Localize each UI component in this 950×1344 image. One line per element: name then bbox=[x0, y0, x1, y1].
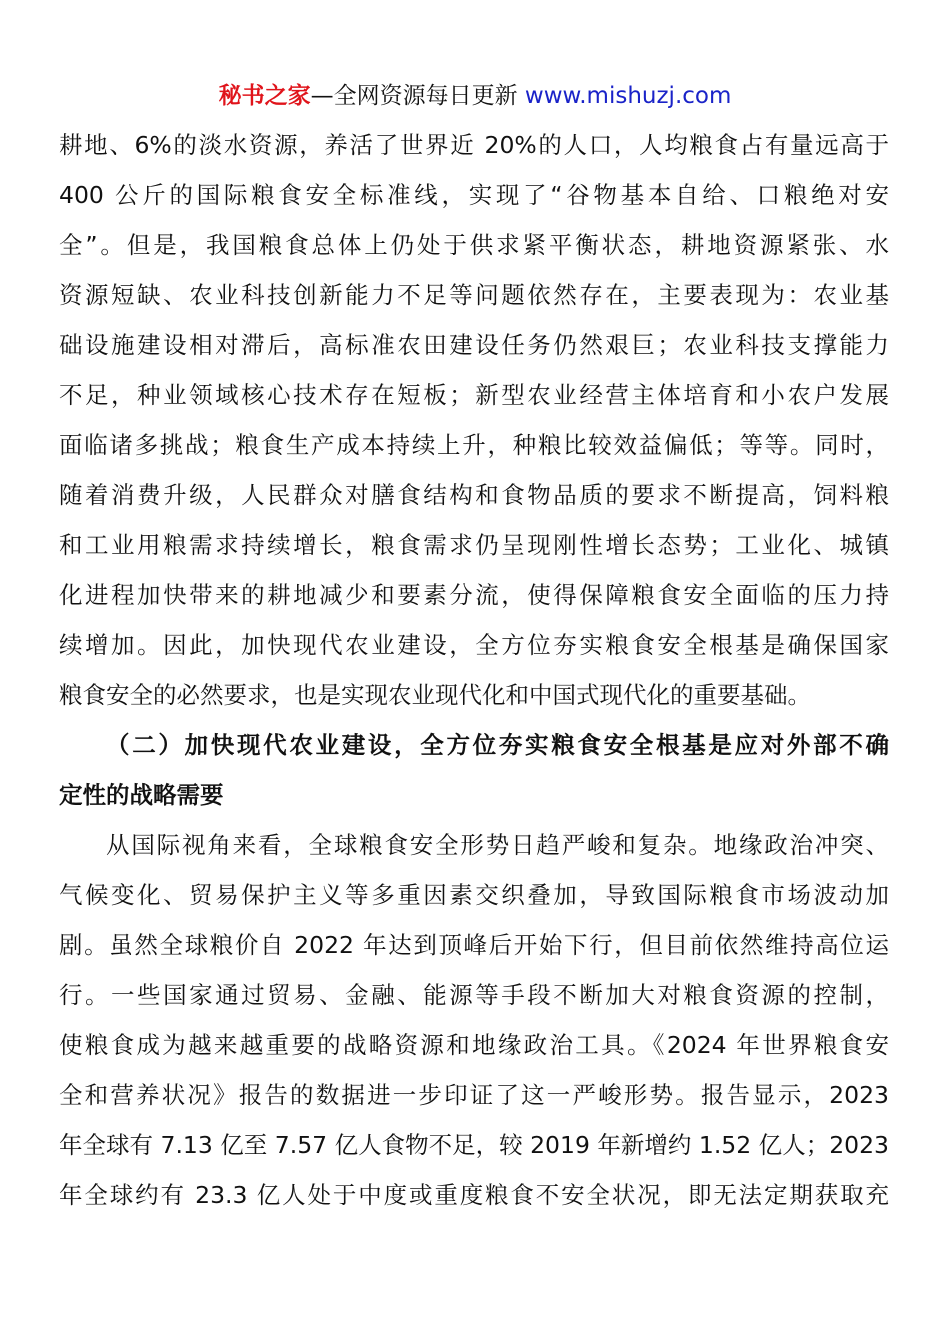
brand-name: 秘书之家 bbox=[218, 83, 311, 109]
text-line: 从国际视角来看，全球粮食安全形势日趋严峻和复杂。地缘政治冲突、 bbox=[106, 831, 889, 859]
text-line: 耕地、6%的淡水资源，养活了世界近 20%的人口，人均粮食占有量远高于 bbox=[59, 131, 889, 159]
text-line: 面临诸多挑战；粮食生产成本持续上升，种粮比较效益偏低；等等。同时， bbox=[59, 431, 889, 459]
text-line: 础设施建设相对滞后，高标准农田建设任务仍然艰巨；农业科技支撑能力 bbox=[59, 331, 889, 359]
text-line: 全和营养状况》报告的数据进一步印证了这一严峻形势。报告显示，2023 bbox=[59, 1081, 889, 1109]
text-line: 剧。虽然全球粮价自 2022 年达到顶峰后开始下行，但目前依然维持高位运 bbox=[59, 931, 889, 959]
text-line: 使粮食成为越来越重要的战略资源和地缘政治工具。《2024 年世界粮食安 bbox=[59, 1031, 889, 1059]
text-line: 资源短缺、农业科技创新能力不足等问题依然存在，主要表现为：农业基 bbox=[59, 281, 889, 309]
text-line: 气候变化、贸易保护主义等多重因素交织叠加，导致国际粮食市场波动加 bbox=[59, 881, 889, 909]
text-line: 年全球约有 23.3 亿人处于中度或重度粮食不安全状况，即无法定期获取充 bbox=[59, 1181, 889, 1209]
text-line: 粮食安全的必然要求，也是实现农业现代化和中国式现代化的重要基础。 bbox=[59, 681, 811, 709]
section-heading: （二）加快现代农业建设，全方位夯实粮食安全根基是应对外部不确 bbox=[106, 731, 889, 759]
text-line: 续增加。因此，加快现代农业建设，全方位夯实粮食安全根基是确保国家 bbox=[59, 631, 889, 659]
page-header bbox=[0, 80, 950, 112]
header-tagline: —全网资源每日更新 bbox=[310, 83, 525, 109]
site-link[interactable]: www.mishuzj.com bbox=[524, 83, 732, 109]
body-text bbox=[59, 120, 889, 1220]
text-line: 行。一些国家通过贸易、金融、能源等手段不断加大对粮食资源的控制， bbox=[59, 981, 889, 1009]
text-line: 年全球有 7.13 亿至 7.57 亿人食物不足，较 2019 年新增约 1.52 亿人；2023 bbox=[59, 1131, 889, 1159]
text-line: 全”。但是，我国粮食总体上仍处于供求紧平衡状态，耕地资源紧张、水 bbox=[59, 231, 889, 259]
text-line: 400 公斤的国际粮食安全标准线，实现了“谷物基本自给、口粮绝对安 bbox=[59, 181, 889, 209]
text-line: 和工业用粮需求持续增长，粮食需求仍呈现刚性增长态势；工业化、城镇 bbox=[59, 531, 889, 559]
section-heading-continued: 定性的战略需要 bbox=[59, 781, 224, 809]
text-line: 随着消费升级，人民群众对膳食结构和食物品质的要求不断提高，饲料粮 bbox=[59, 481, 889, 509]
text-line: 化进程加快带来的耕地减少和要素分流，使得保障粮食安全面临的压力持 bbox=[59, 581, 889, 609]
text-line: 不足，种业领域核心技术存在短板；新型农业经营主体培育和小农户发展 bbox=[59, 381, 889, 409]
